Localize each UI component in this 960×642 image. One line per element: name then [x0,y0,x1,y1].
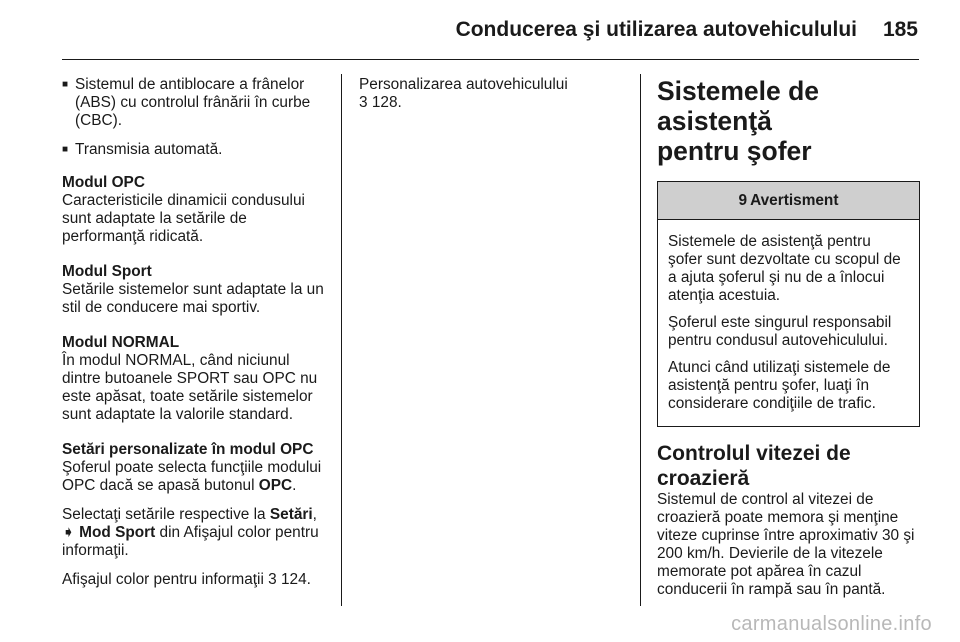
header-divider [62,59,919,60]
warning-body [658,220,919,426]
subsection-title [657,441,920,491]
column-middle [359,76,631,112]
cruise-control-text: Sistemul de control al vitezei de croazieră poate memora şi menţine viteze cuprinse între aproximativ 30 şi 200 km/h. Devierile de la vitezele memorate pot apărea în cazul conducerii în rampă sau în pantă. [657,491,915,598]
warning-paragraph: Atunci când utilizaţi sistemele de asistenţă pentru şofer, luaţi în considerare condiţiile de trafic. [668,359,891,412]
section-heading: Modul Sport [62,263,152,280]
menu-path-sport-mode: Mod Sport [74,524,156,541]
section-title [657,76,920,166]
warning-box [657,181,920,427]
title-line: Sistemele de asistenţă [657,76,820,136]
text: . [292,477,297,494]
section-custom-opc [62,441,332,589]
page-ref-icon: 3 [359,94,368,111]
column-divider-2 [640,74,641,606]
arrow-icon: ➧ [62,524,75,541]
section-text: În modul NORMAL, când niciunul dintre butoanele SPORT sau OPC nu este apăsat, toate setările sistemelor sunt adaptate la valorile standard. [62,352,318,423]
bullet-text: Transmisia automată. [75,141,223,158]
title-line: pentru şofer [657,136,812,166]
opc-button-label: OPC [258,477,293,494]
text: Selectaţi setările respective la [62,506,270,523]
menu-path-settings: Setări [269,506,313,523]
title-line: Controlul vitezei de [657,442,851,465]
warning-icon: 9 [738,191,748,209]
paragraph [62,571,332,589]
cross-reference-text: Personalizarea autovehiculului [359,76,568,93]
list-item [62,76,332,130]
section-sport [62,263,332,317]
section-text: Setările sistemelor sunt adaptate la un stil de conducere mai sportiv. [62,281,324,316]
text: Şoferul poate selecta funcţiile modului OPC dacă se apasă butonul [62,459,322,494]
text: Afişajul color pentru informaţii [62,571,269,588]
section-text: Caracteristicile dinamicii condusului sunt adaptate la setările de performanţă ridicată. [62,192,305,245]
watermark: carmanualsonline.info [731,613,932,635]
section-heading: Modul NORMAL [62,334,180,351]
warning-paragraph: Şoferul este singurul responsabil pentru condusul autovehiculului. [668,314,892,349]
warning-header [658,182,919,220]
bullet-list [62,76,332,159]
section-heading: Modul OPC [62,174,145,191]
page-reference: 128. [367,94,402,111]
page-reference: 124. [276,571,311,588]
text: din Afişajul color pentru informaţii. [62,524,319,559]
list-item [62,141,332,159]
column-left [62,76,332,600]
bullet-square-icon: ■ [62,79,69,90]
header-title: Conducerea şi utilizarea autovehiculului [455,18,857,41]
column-right [657,76,920,599]
paragraph [62,506,332,560]
title-line: croazieră [657,467,750,490]
paragraph [62,459,332,495]
page-ref-icon: 3 [268,571,277,588]
page-number: 185 [882,18,918,41]
warning-paragraph: Sistemele de asistenţă pentru şofer sunt dezvoltate cu scopul de a ajuta şoferul şi nu de a înlocui atenţia acestuia. [668,233,901,304]
section-heading: Setări personalizate în modul OPC [62,441,314,458]
section-opc [62,174,332,246]
column-divider-1 [341,74,342,606]
warning-title: Avertisment [750,191,839,209]
bullet-square-icon: ■ [62,144,69,155]
section-normal [62,334,332,424]
text: , [312,506,317,523]
bullet-text: Sistemul de antiblocare a frânelor (ABS) cu controlul frânării în curbe (CBC). [75,76,311,129]
